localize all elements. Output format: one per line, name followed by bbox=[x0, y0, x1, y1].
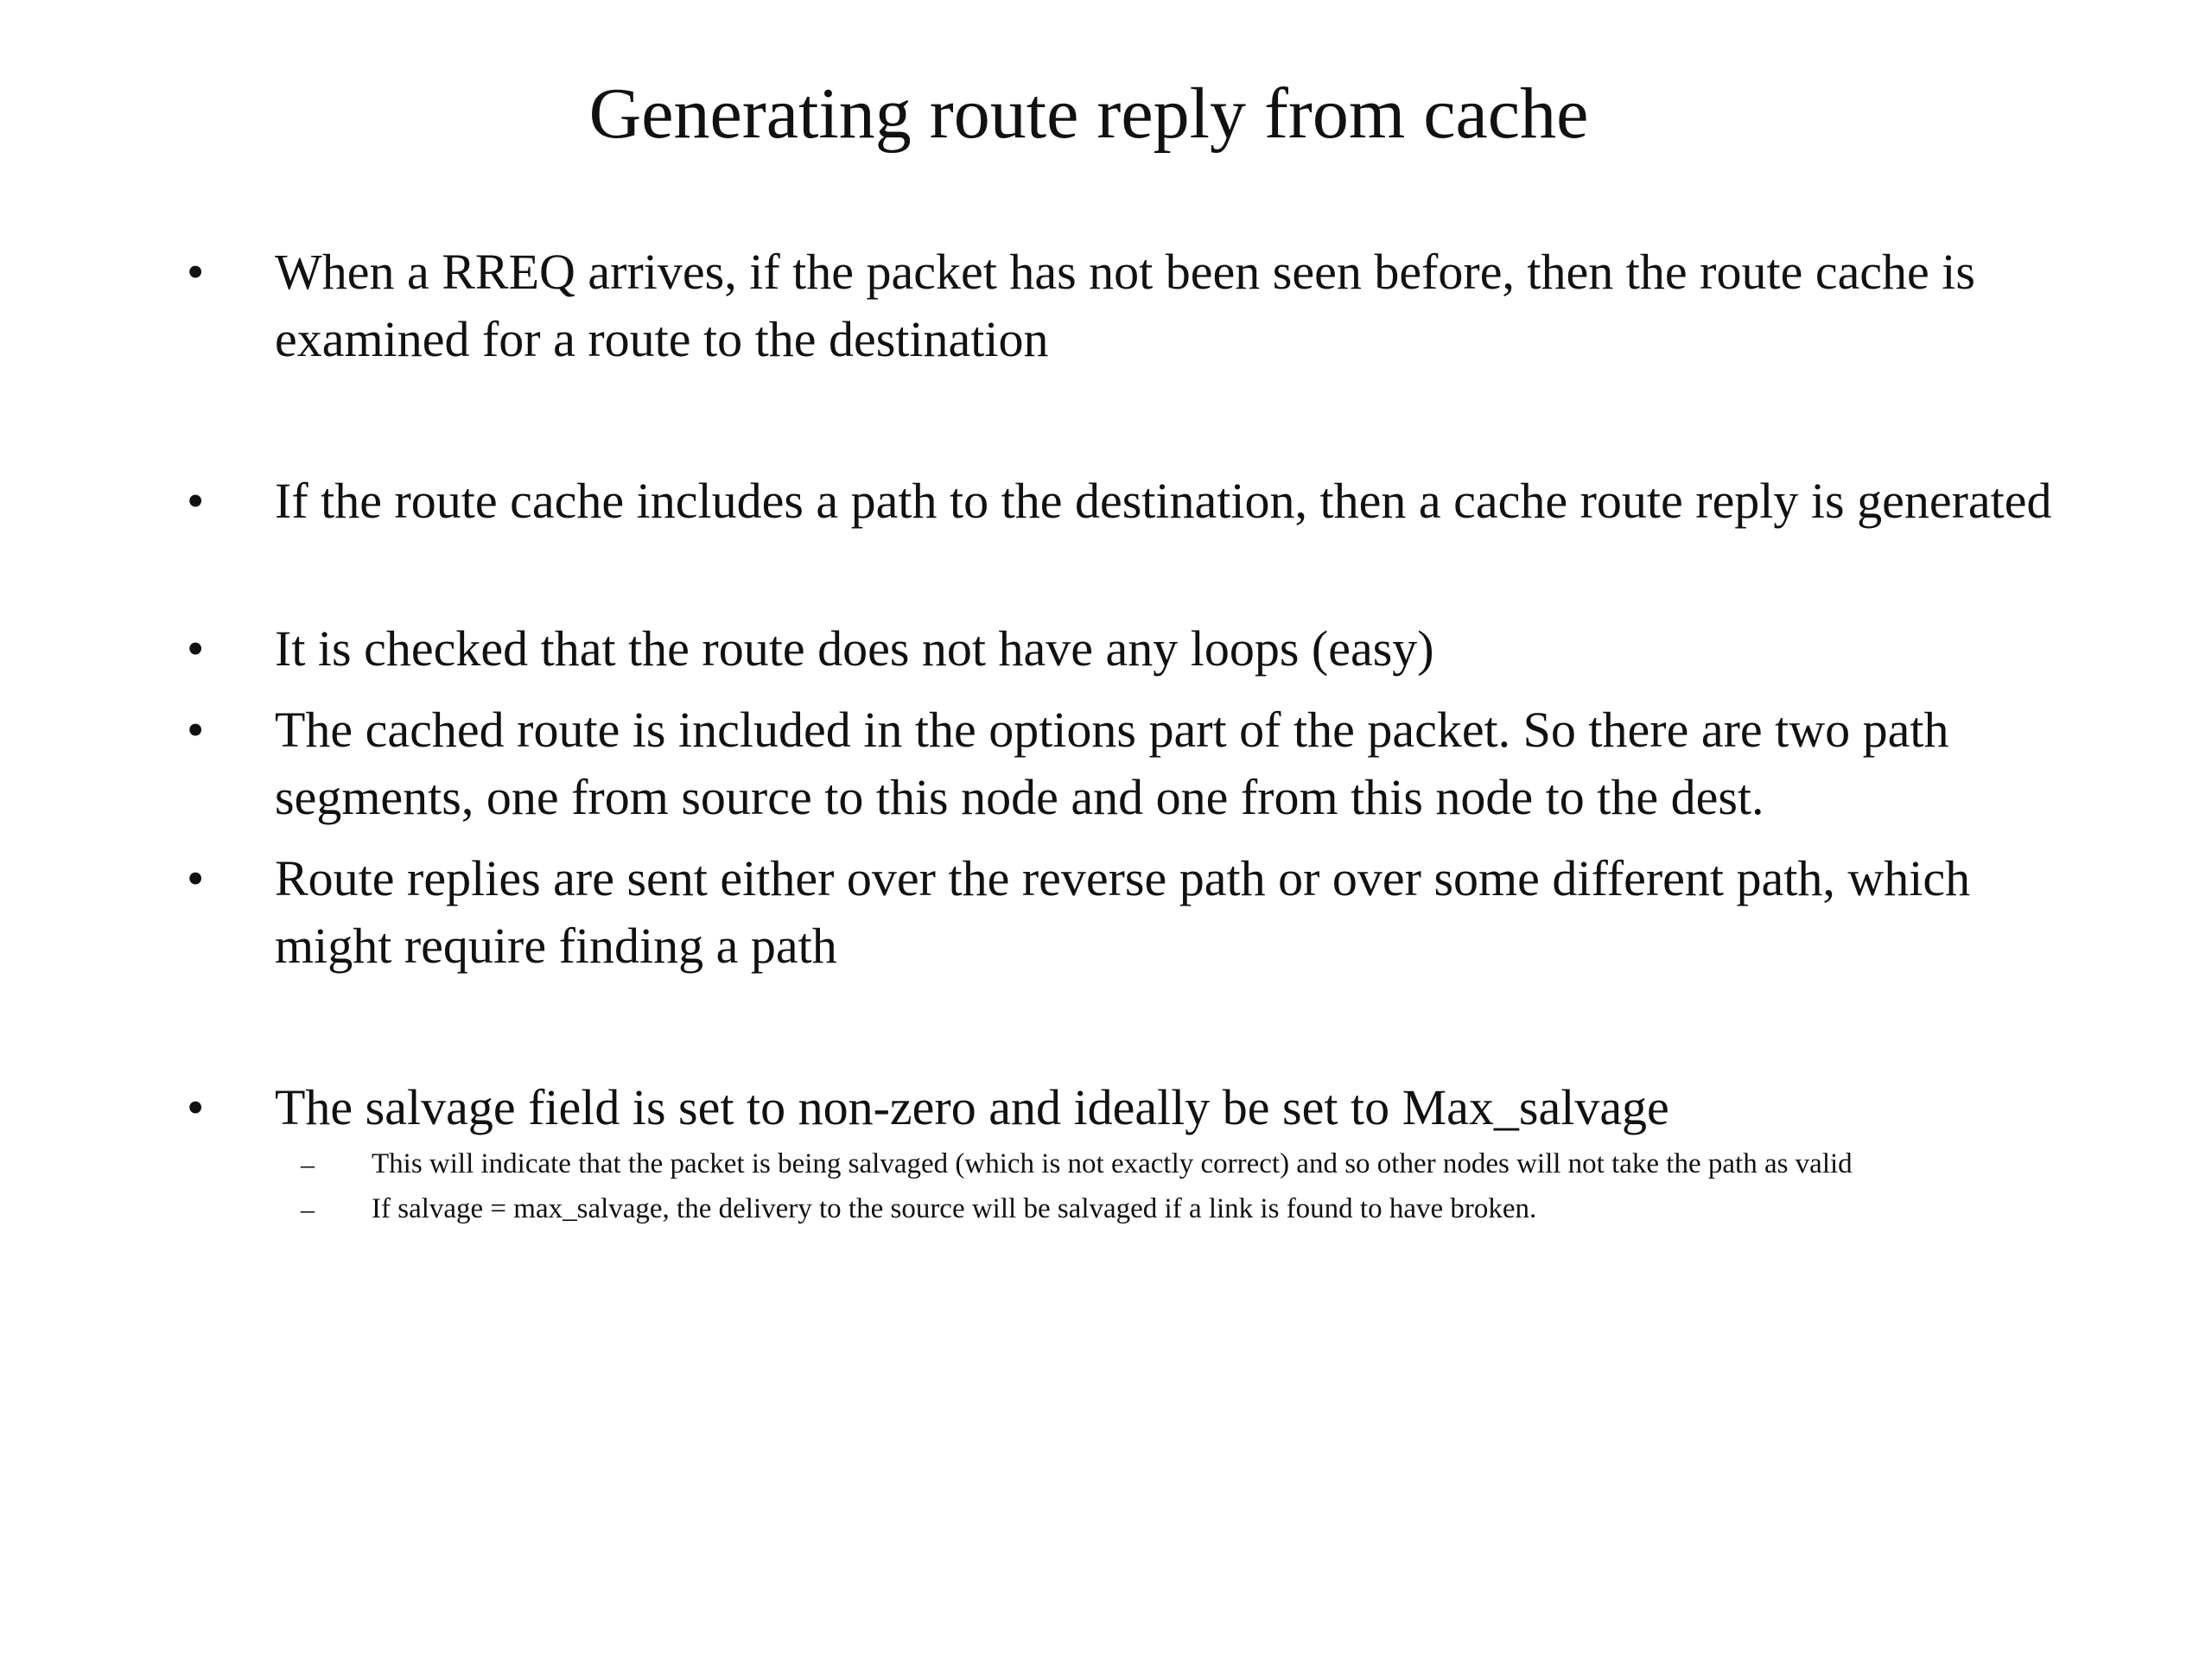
sub-bullet-text: If salvage = max_salvage, the delivery to the source will be salvaged if a link is found to have broken. bbox=[372, 1193, 1537, 1224]
sub-bullet-text: This will indicate that the packet is being salvaged (which is not exactly correct) and so other nodes will not take the path as valid bbox=[372, 1148, 1853, 1179]
bullet-marker: • bbox=[187, 244, 205, 300]
bullet-text: When a RREQ arrives, if the packet has not been seen before, then the route cache is examined for a route to the destination bbox=[275, 244, 1975, 367]
bullet-marker: • bbox=[187, 620, 205, 677]
bullet-marker: • bbox=[187, 702, 205, 758]
bullet-text: Route replies are sent either over the reverse path or over some different path, which might require finding a path bbox=[275, 850, 1971, 974]
bullet-text: It is checked that the route does not have any loops (easy) bbox=[275, 620, 1434, 677]
bullet-text: If the route cache includes a path to the destination, then a cache route reply is generated bbox=[275, 473, 2052, 529]
sub-bullet-marker: – bbox=[301, 1193, 315, 1224]
sub-bullet-marker: – bbox=[301, 1148, 315, 1179]
bullet-marker: • bbox=[187, 473, 205, 529]
bullet-text: The salvage field is set to non-zero and ideally be set to Max_salvage bbox=[275, 1079, 1669, 1135]
bullet-marker: • bbox=[187, 850, 205, 906]
bullet-text: The cached route is included in the options part of the packet. So there are two path segments, one from source to this node and one from this node to the dest. bbox=[275, 702, 1949, 825]
bullet-marker: • bbox=[187, 1079, 205, 1135]
slide-title: Generating route reply from cache bbox=[588, 73, 1589, 154]
